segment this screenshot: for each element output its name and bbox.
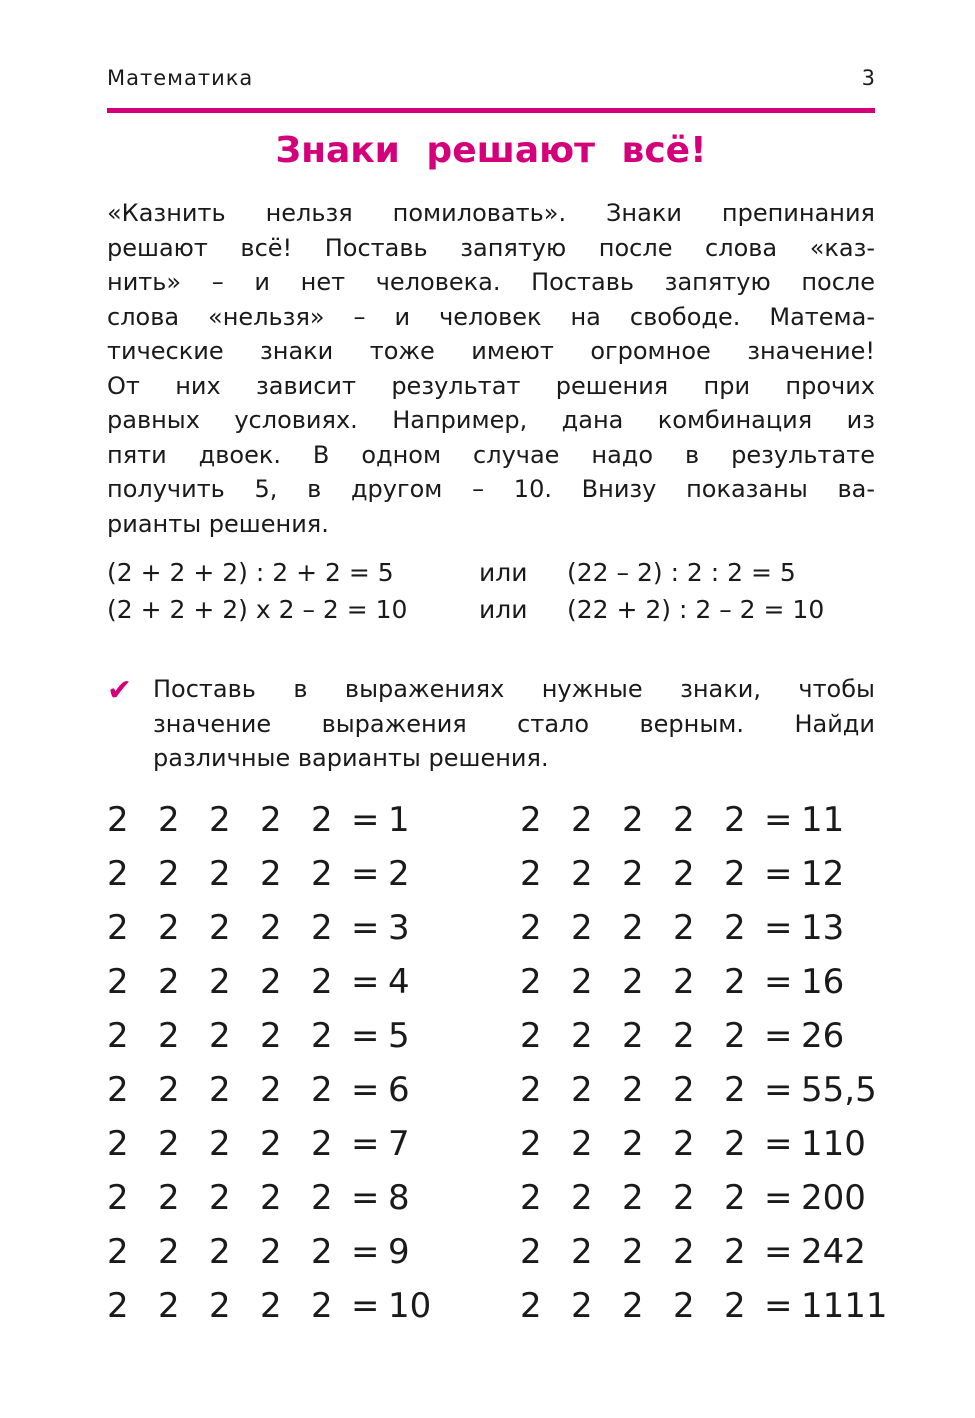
digit-two: 2 [673, 854, 695, 894]
target-result: 7 [388, 1124, 410, 1164]
digit-two: 2 [158, 1178, 180, 1218]
equation-row [520, 1016, 900, 1070]
digit-two: 2 [520, 1232, 542, 1272]
intro-line: равных условиях. Например, дана комбинация из [107, 406, 875, 434]
example-expression: (22 – 2) : 2 : 2 = 5 [567, 558, 796, 587]
digit-two: 2 [107, 1232, 129, 1272]
example-expression: (22 + 2) : 2 – 2 = 10 [567, 595, 825, 624]
example-expression: (2 + 2 + 2) x 2 – 2 = 10 [107, 595, 408, 624]
digit-two: 2 [673, 800, 695, 840]
digit-two: 2 [520, 962, 542, 1002]
digit-two: 2 [209, 1178, 231, 1218]
digit-two: 2 [622, 1232, 644, 1272]
digit-two: 2 [571, 854, 593, 894]
equation-row [520, 854, 900, 908]
digit-two: 2 [158, 908, 180, 948]
equation-row [520, 1070, 900, 1124]
digit-two: 2 [107, 1016, 129, 1056]
or-label: или [479, 558, 528, 587]
digit-two: 2 [520, 800, 542, 840]
digit-two: 2 [520, 1070, 542, 1110]
digit-two: 2 [622, 800, 644, 840]
equation-row [520, 1286, 900, 1340]
digit-two: 2 [724, 1232, 746, 1272]
digit-two: 2 [673, 1178, 695, 1218]
digit-two: 2 [311, 1232, 333, 1272]
digit-two: 2 [520, 1124, 542, 1164]
digit-two: 2 [107, 1070, 129, 1110]
target-result: 2 [388, 854, 410, 894]
equations-right-column [520, 800, 900, 1340]
digit-two: 2 [622, 1178, 644, 1218]
digit-two: 2 [520, 1286, 542, 1326]
equals-sign: = [351, 1124, 380, 1164]
equals-sign: = [351, 1178, 380, 1218]
target-result: 6 [388, 1070, 410, 1110]
intro-line: «Казнить нельзя помиловать». Знаки препинания [107, 199, 875, 227]
digit-two: 2 [311, 962, 333, 1002]
target-result: 4 [388, 962, 410, 1002]
equation-row [107, 1178, 487, 1232]
or-label: или [479, 595, 528, 624]
equals-sign: = [764, 1016, 793, 1056]
equation-row [107, 1232, 487, 1286]
digit-two: 2 [311, 1286, 333, 1326]
digit-two: 2 [209, 1016, 231, 1056]
target-result: 26 [801, 1016, 845, 1056]
intro-line: получить 5, в другом – 10. Внизу показаны ва- [107, 475, 875, 503]
check-mark-icon: ✔ [107, 673, 133, 708]
digit-two: 2 [724, 1286, 746, 1326]
equals-sign: = [764, 800, 793, 840]
equals-sign: = [351, 1232, 380, 1272]
digit-two: 2 [209, 854, 231, 894]
digit-two: 2 [622, 1070, 644, 1110]
digit-two: 2 [260, 962, 282, 1002]
digit-two: 2 [673, 908, 695, 948]
digit-two: 2 [260, 800, 282, 840]
equals-sign: = [351, 1286, 380, 1326]
target-result: 110 [801, 1124, 866, 1164]
digit-two: 2 [673, 1016, 695, 1056]
digit-two: 2 [622, 1286, 644, 1326]
digit-two: 2 [673, 1232, 695, 1272]
digit-two: 2 [520, 1016, 542, 1056]
digit-two: 2 [209, 1124, 231, 1164]
intro-line: слова «нельзя» – и человек на свободе. Матема- [107, 302, 875, 331]
digit-two: 2 [260, 1232, 282, 1272]
digit-two: 2 [107, 854, 129, 894]
equation-row [107, 800, 487, 854]
example-row [107, 595, 875, 632]
digit-two: 2 [107, 1178, 129, 1218]
equation-row [107, 908, 487, 962]
digit-two: 2 [571, 1124, 593, 1164]
equals-sign: = [764, 854, 793, 894]
target-result: 55,5 [801, 1070, 877, 1110]
target-result: 9 [388, 1232, 410, 1272]
subject-label: Математика [107, 66, 254, 90]
digit-two: 2 [209, 1232, 231, 1272]
equals-sign: = [764, 1286, 793, 1326]
equals-sign: = [351, 1070, 380, 1110]
equation-row [520, 800, 900, 854]
page-title: Знаки решают всё! [275, 130, 707, 171]
digit-two: 2 [107, 962, 129, 1002]
equation-row [107, 1070, 487, 1124]
digit-two: 2 [673, 962, 695, 1002]
digit-two: 2 [158, 962, 180, 1002]
digit-two: 2 [622, 908, 644, 948]
digit-two: 2 [311, 854, 333, 894]
equals-sign: = [764, 1124, 793, 1164]
digit-two: 2 [260, 854, 282, 894]
digit-two: 2 [571, 1016, 593, 1056]
equation-row [520, 1178, 900, 1232]
equals-sign: = [351, 962, 380, 1002]
digit-two: 2 [520, 1178, 542, 1218]
digit-two: 2 [724, 800, 746, 840]
intro-line: нить» – и нет человека. Поставь запятую после [107, 268, 875, 296]
digit-two: 2 [571, 908, 593, 948]
digit-two: 2 [724, 1070, 746, 1110]
equals-sign: = [764, 1178, 793, 1218]
equals-sign: = [764, 1070, 793, 1110]
digit-two: 2 [158, 1070, 180, 1110]
digit-two: 2 [311, 800, 333, 840]
digit-two: 2 [260, 1070, 282, 1110]
page-header [107, 66, 875, 96]
digit-two: 2 [107, 1124, 129, 1164]
digit-two: 2 [571, 1070, 593, 1110]
example-solutions [107, 558, 875, 632]
target-result: 242 [801, 1232, 866, 1272]
header-divider [107, 108, 875, 113]
digit-two: 2 [724, 854, 746, 894]
digit-two: 2 [673, 1070, 695, 1110]
digit-two: 2 [260, 908, 282, 948]
digit-two: 2 [622, 1016, 644, 1056]
digit-two: 2 [571, 1232, 593, 1272]
intro-line: решают всё! Поставь запятую после слова «каз- [107, 233, 875, 262]
target-result: 13 [801, 908, 845, 948]
digit-two: 2 [107, 1286, 129, 1326]
intro-line: тические знаки тоже имеют огромное значение! [107, 337, 875, 365]
digit-two: 2 [260, 1178, 282, 1218]
digit-two: 2 [260, 1286, 282, 1326]
digit-two: 2 [673, 1124, 695, 1164]
digit-two: 2 [158, 1016, 180, 1056]
target-result: 12 [801, 854, 845, 894]
equation-row [520, 962, 900, 1016]
page-number: 3 [861, 66, 875, 90]
digit-two: 2 [571, 800, 593, 840]
digit-two: 2 [520, 908, 542, 948]
equals-sign: = [764, 908, 793, 948]
target-result: 8 [388, 1178, 410, 1218]
example-row [107, 558, 875, 595]
task-line: различные варианты решения. [153, 744, 549, 772]
intro-line: От них зависит результат решения при прочих [107, 371, 875, 400]
intro-line: пяти двоек. В одном случае надо в результате [107, 440, 875, 469]
example-expression: (2 + 2 + 2) : 2 + 2 = 5 [107, 558, 394, 587]
equals-sign: = [764, 962, 793, 1002]
digit-two: 2 [209, 908, 231, 948]
digit-two: 2 [311, 908, 333, 948]
digit-two: 2 [311, 1124, 333, 1164]
target-result: 5 [388, 1016, 410, 1056]
digit-two: 2 [724, 962, 746, 1002]
equation-row [520, 1124, 900, 1178]
digit-two: 2 [724, 1016, 746, 1056]
digit-two: 2 [311, 1016, 333, 1056]
digit-two: 2 [622, 962, 644, 1002]
digit-two: 2 [107, 800, 129, 840]
intro-paragraph [107, 196, 875, 541]
digit-two: 2 [571, 1178, 593, 1218]
digit-two: 2 [571, 1286, 593, 1326]
equation-row [520, 1232, 900, 1286]
equals-sign: = [351, 800, 380, 840]
digit-two: 2 [622, 1124, 644, 1164]
digit-two: 2 [724, 1124, 746, 1164]
intro-line: рианты решения. [107, 509, 329, 538]
equals-sign: = [351, 854, 380, 894]
equation-row [107, 854, 487, 908]
equation-row [520, 908, 900, 962]
target-result: 200 [801, 1178, 866, 1218]
equations-left-column [107, 800, 487, 1340]
digit-two: 2 [158, 1286, 180, 1326]
digit-two: 2 [209, 962, 231, 1002]
target-result: 16 [801, 962, 845, 1002]
task-line: Поставь в выражениях нужные знаки, чтобы [153, 675, 875, 703]
digit-two: 2 [209, 1070, 231, 1110]
digit-two: 2 [209, 800, 231, 840]
digit-two: 2 [158, 854, 180, 894]
equals-sign: = [351, 1016, 380, 1056]
equation-row [107, 1124, 487, 1178]
digit-two: 2 [311, 1178, 333, 1218]
digit-two: 2 [209, 1286, 231, 1326]
target-result: 10 [388, 1286, 432, 1326]
task-text [153, 672, 875, 776]
digit-two: 2 [571, 962, 593, 1002]
digit-two: 2 [622, 854, 644, 894]
digit-two: 2 [158, 800, 180, 840]
equals-sign: = [351, 908, 380, 948]
digit-two: 2 [107, 908, 129, 948]
target-result: 1111 [801, 1286, 888, 1326]
equation-row [107, 962, 487, 1016]
digit-two: 2 [724, 1178, 746, 1218]
equation-row [107, 1286, 487, 1340]
target-result: 3 [388, 908, 410, 948]
digit-two: 2 [158, 1232, 180, 1272]
digit-two: 2 [724, 908, 746, 948]
digit-two: 2 [673, 1286, 695, 1326]
equation-row [107, 1016, 487, 1070]
digit-two: 2 [520, 854, 542, 894]
digit-two: 2 [158, 1124, 180, 1164]
task-line: значение выражения стало верным. Найди [153, 709, 875, 738]
target-result: 1 [388, 800, 410, 840]
equals-sign: = [764, 1232, 793, 1272]
digit-two: 2 [260, 1124, 282, 1164]
digit-two: 2 [311, 1070, 333, 1110]
digit-two: 2 [260, 1016, 282, 1056]
target-result: 11 [801, 800, 845, 840]
